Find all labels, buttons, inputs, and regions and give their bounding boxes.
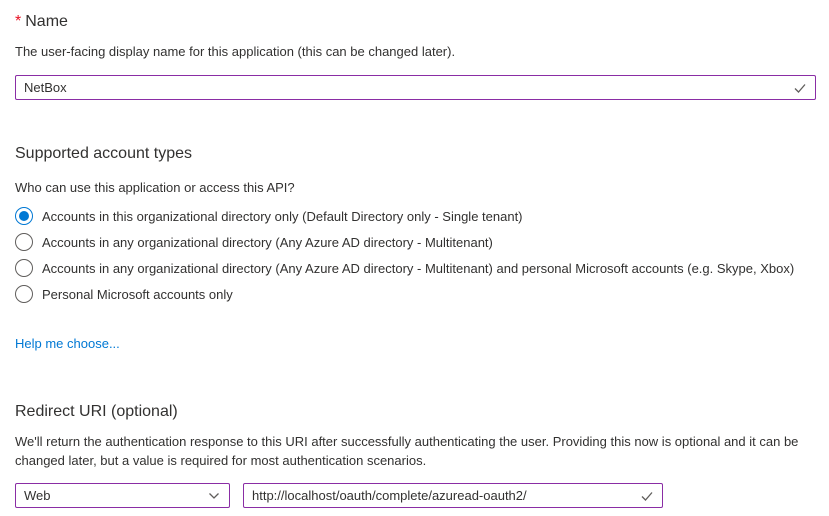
account-type-option-label: Accounts in any organizational directory (Any Azure AD directory - Multitenant) and personal Microsoft accounts (e.g. Skype, Xbox) <box>42 260 795 276</box>
name-field-wrap <box>15 75 816 100</box>
account-type-option-1[interactable] <box>15 233 493 251</box>
radio-unselected-icon[interactable] <box>15 285 33 303</box>
name-input[interactable] <box>15 75 816 100</box>
platform-select-value: Web <box>24 488 51 503</box>
redirect-uri-field-wrap <box>243 483 663 508</box>
platform-select[interactable] <box>15 483 230 508</box>
account-type-option-label: Accounts in any organizational directory (Any Azure AD directory - Multitenant) <box>42 234 493 250</box>
redirect-uri-row <box>15 483 815 508</box>
redirect-uri-input[interactable] <box>243 483 663 508</box>
account-type-radio-group <box>15 207 815 303</box>
account-type-option-2[interactable] <box>15 259 794 277</box>
required-asterisk: * <box>15 13 22 30</box>
name-section-title-text: Name <box>25 13 68 30</box>
radio-selected-icon[interactable] <box>15 207 33 225</box>
radio-unselected-icon[interactable] <box>15 233 33 251</box>
redirect-uri-description: We'll return the authentication response to this URI after successfully authenticating the user. Providing this now is optional and it can be changed later, but a value is required for most authentication scenarios. <box>15 434 799 468</box>
account-type-option-3[interactable] <box>15 285 233 303</box>
help-me-choose-link[interactable]: Help me choose... <box>15 336 120 351</box>
name-description: The user-facing display name for this application (this can be changed later). <box>15 44 456 59</box>
account-type-option-0[interactable] <box>15 207 523 225</box>
account-type-option-label: Accounts in this organizational directory only (Default Directory only - Single tenant) <box>42 208 523 224</box>
account-types-question: Who can use this application or access this API? <box>15 180 295 195</box>
account-type-option-label: Personal Microsoft accounts only <box>42 286 233 302</box>
supported-account-types-title: Supported account types <box>15 145 193 162</box>
radio-unselected-icon[interactable] <box>15 259 33 277</box>
name-section-title <box>15 11 815 32</box>
redirect-uri-title: Redirect URI (optional) <box>15 403 178 420</box>
chevron-down-icon <box>207 489 221 503</box>
